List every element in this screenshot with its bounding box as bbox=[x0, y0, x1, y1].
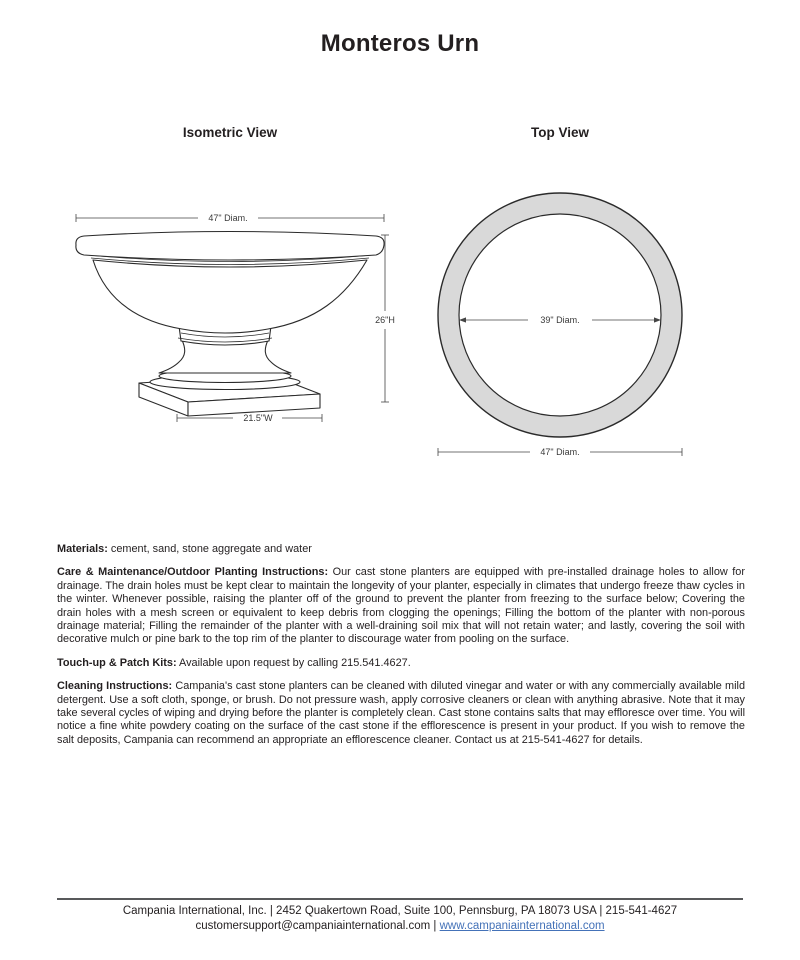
footer-address-line: Campania International, Inc. | 2452 Quakertown Road, Suite 100, Pennsburg, PA 18073 USA | 215-541-4627 bbox=[122, 905, 678, 917]
cleaning-paragraph bbox=[57, 680, 745, 747]
care-paragraph bbox=[57, 566, 745, 646]
dimension-height bbox=[375, 235, 395, 402]
touchup-body: Available upon request by calling 215.541.4627. bbox=[179, 656, 411, 669]
materials-line bbox=[57, 543, 745, 556]
materials-heading: Materials: bbox=[57, 543, 108, 555]
materials-body: cement, sand, stone aggregate and water bbox=[110, 543, 312, 555]
cleaning-body: Campania's cast stone planters can be cleaned with diluted vinegar and water or with any commercially available mild detergent. Use a soft cloth, sponge, or brush. Do not pressure wash, apply corrosive cleaners or clean with anything abrasive. Note that it may take several cycles of wiping and drying before the planter is completely clean. Cast stone contains salts that may effloresce over time. You will notice a fine white powdery coating on the surface of the cast stone if the efflorescence is present in your product. If you wish to remove the salt deposits, Campania can recommend an appropriate an efflorescence cleaner. Contact us at 215-541-4627 for details. bbox=[57, 680, 746, 746]
dim-label-outer-diameter: 47" Diam. bbox=[540, 447, 580, 457]
page-title: Monteros Urn bbox=[320, 30, 480, 57]
isometric-drawing bbox=[60, 193, 400, 428]
dimension-outer-diameter bbox=[438, 447, 682, 457]
dim-label-width: 21.5"W bbox=[243, 413, 273, 423]
isometric-view-label: Isometric View bbox=[182, 125, 278, 140]
product-info-text bbox=[57, 543, 745, 757]
touchup-line bbox=[57, 657, 745, 670]
cleaning-heading: Cleaning Instructions: bbox=[57, 680, 173, 693]
footer-divider-rule bbox=[57, 898, 743, 900]
footer-contact-line bbox=[0, 919, 800, 934]
top-view-label: Top View bbox=[530, 125, 589, 140]
touchup-heading: Touch-up & Patch Kits: bbox=[57, 656, 177, 669]
urn-rim bbox=[76, 232, 384, 261]
footer-email: customersupport@campaniainternational.com bbox=[195, 919, 431, 932]
footer-website-link[interactable]: www.campaniainternational.com bbox=[439, 919, 605, 932]
dim-label-diameter: 47" Diam. bbox=[208, 213, 248, 223]
dim-label-inner-diameter: 39" Diam. bbox=[540, 315, 580, 325]
top-view-drawing bbox=[428, 180, 698, 470]
footer-separator: | bbox=[433, 919, 437, 932]
dim-label-height: 26"H bbox=[375, 315, 395, 325]
care-body: Our cast stone planters are equipped with pre-installed drainage holes to allow for drainage. The drain holes must be kept clear to maintain the longevity of your planter, especially in climates that undergo freeze thaw cycles in the winter. Whenever possible, raising the planter off of the ground to prevent the planter from freezing to the surface below; Covering the drain holes with a mesh screen or equivalent to keep debris from clogging the openings; Filling the bottom of the planter with non-porous drainage material; Filling the remainder of the planter with a well-draining soil mix that will not retain water; and lastly, covering the soil with decorative mulch or pine bark to the top rim of the planter to discourage water from pooling on the surface. bbox=[57, 566, 745, 646]
dimension-diameter bbox=[76, 213, 384, 223]
footer bbox=[0, 904, 800, 933]
urn-bowl bbox=[93, 260, 367, 333]
care-heading: Care & Maintenance/Outdoor Planting Instructions: bbox=[57, 566, 329, 579]
